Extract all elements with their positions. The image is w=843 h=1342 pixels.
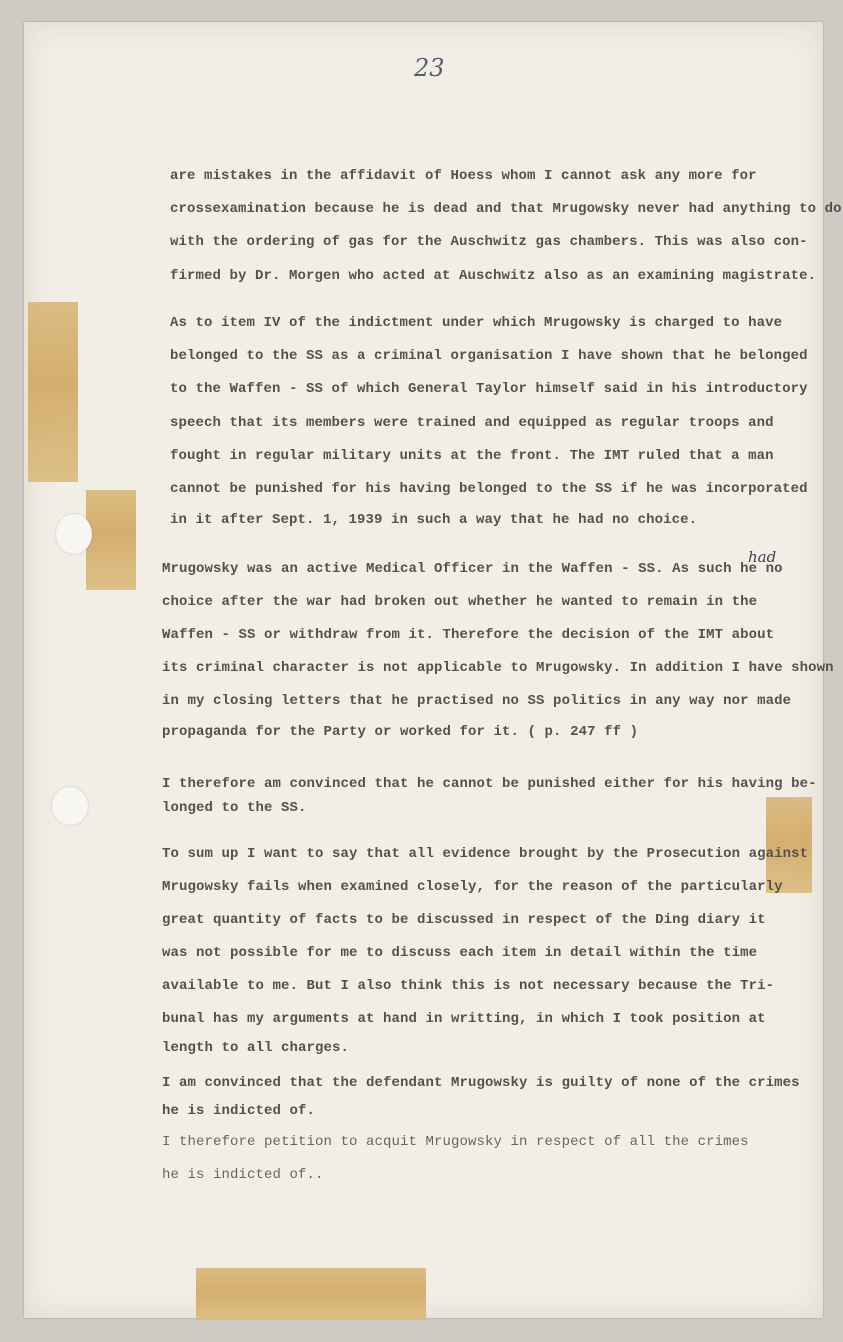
text-line: propaganda for the Party or worked for it. ( p. 247 ff ) [162,724,639,740]
tape-strip [28,302,78,482]
text-line: fought in regular military units at the front. The IMT ruled that a man [170,448,774,464]
text-line: As to item IV of the indictment under which Mrugowsky is charged to have [170,315,783,331]
text-line: longed to the SS. [162,800,307,816]
text-line: firmed by Dr. Morgen who acted at Auschwitz also as an examining magistrate. [170,268,817,284]
text-line: was not possible for me to discuss each item in detail within the time [162,945,758,961]
text-line: in it after Sept. 1, 1939 in such a way that he had no choice. [170,512,698,528]
text-line: great quantity of facts to be discussed in respect of the Ding diary it [162,912,766,928]
text-line: in my closing letters that he practised no SS politics in any way nor made [162,693,792,709]
tape-strip [196,1268,426,1320]
punch-hole [52,787,88,825]
punch-hole [56,514,92,554]
text-line: I therefore petition to acquit Mrugowsky in respect of all the crimes [162,1134,749,1150]
text-line: cannot be punished for his having belonged to the SS if he was incorporated [170,481,808,497]
text-line: Waffen - SS or withdraw from it. Therefore the decision of the IMT about [162,627,775,643]
text-line: I am convinced that the defendant Mrugowsky is guilty of none of the crimes [162,1075,800,1091]
handwritten-insertion: had [748,548,777,566]
text-line: he is indicted of.. [162,1167,324,1183]
text-line: choice after the war had broken out whether he wanted to remain in the [162,594,758,610]
text-line: its criminal character is not applicable to Mrugowsky. In addition I have shown [162,660,834,676]
text-line: are mistakes in the affidavit of Hoess whom I cannot ask any more for [170,168,757,184]
text-line: available to me. But I also think this is not necessary because the Tri- [162,978,775,994]
text-line: he is indicted of. [162,1103,316,1119]
text-line: to the Waffen - SS of which General Taylor himself said in his introductory [170,381,808,397]
text-line: speech that its members were trained and equipped as regular troops and [170,415,774,431]
text-line: with the ordering of gas for the Auschwitz gas chambers. This was also con- [170,234,808,250]
text-line: bunal has my arguments at hand in writting, in which I took position at [162,1011,766,1027]
text-line: belonged to the SS as a criminal organisation I have shown that he belonged [170,348,808,364]
text-line: crossexamination because he is dead and that Mrugowsky never had anything to do [170,201,842,217]
text-line: I therefore am convinced that he cannot be punished either for his having be- [162,776,817,792]
text-line: To sum up I want to say that all evidence brought by the Prosecution against [162,846,809,862]
text-line: Mrugowsky was an active Medical Officer in the Waffen - SS. As such he no [162,561,783,577]
page-number: 23 [414,54,445,82]
tape-strip [86,490,136,590]
text-line: length to all charges. [162,1040,350,1056]
text-line: Mrugowsky fails when examined closely, for the reason of the particularly [162,879,783,895]
